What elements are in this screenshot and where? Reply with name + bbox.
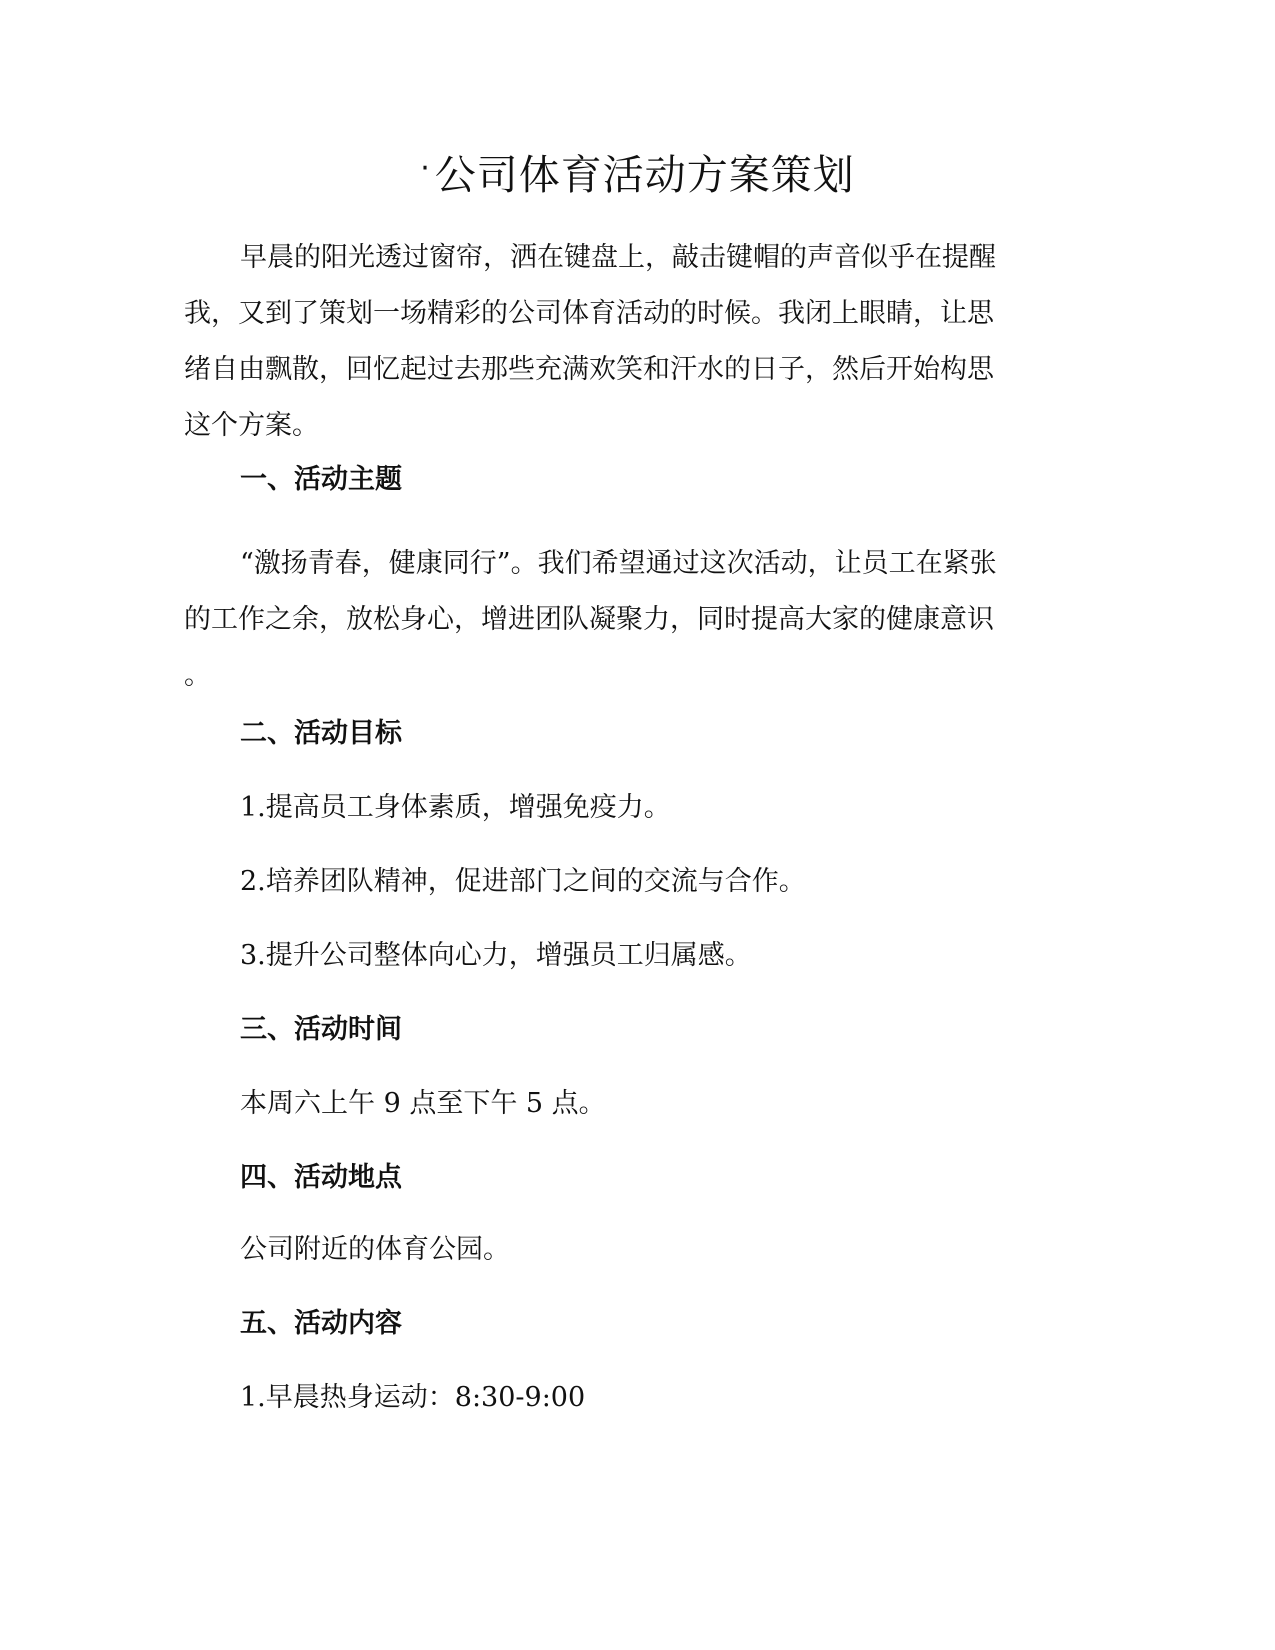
- content-item-1: 1.早晨热身运动：8:30-9:00: [240, 1382, 586, 1413]
- location-text: 公司附近的体育公园。: [240, 1234, 510, 1265]
- section-heading-content: 五、活动内容: [240, 1308, 402, 1339]
- section-heading-theme: 一、活动主题: [240, 464, 402, 495]
- goal-item-1: 1.提高员工身体素质，增强免疫力。: [240, 792, 671, 823]
- theme-line: 。: [184, 660, 211, 691]
- title-text: 公司体育活动方案策划: [434, 151, 855, 199]
- theme-line: “激扬青春，健康同行”。我们希望通过这次活动，让员工在紧张: [240, 548, 997, 579]
- section-heading-location: 四、活动地点: [240, 1162, 402, 1193]
- title-marker: ·: [420, 151, 431, 186]
- page-title: [0, 150, 1275, 200]
- section-heading-time: 三、活动时间: [240, 1014, 402, 1045]
- section-heading-goals: 二、活动目标: [240, 718, 402, 749]
- intro-line: 早晨的阳光透过窗帘，洒在键盘上，敲击键帽的声音似乎在提醒: [240, 242, 996, 273]
- intro-line: 这个方案。: [184, 410, 319, 441]
- theme-line: 的工作之余，放松身心，增进团队凝聚力，同时提高大家的健康意识: [184, 604, 994, 635]
- goal-item-3: 3.提升公司整体向心力，增强员工归属感。: [240, 940, 752, 971]
- intro-line: 绪自由飘散，回忆起过去那些充满欢笑和汗水的日子，然后开始构思: [184, 354, 994, 385]
- goal-item-2: 2.培养团队精神，促进部门之间的交流与合作。: [240, 866, 806, 897]
- intro-line: 我，又到了策划一场精彩的公司体育活动的时候。我闭上眼睛，让思: [184, 298, 994, 329]
- intro-paragraph: [184, 230, 1042, 454]
- theme-paragraph: [184, 536, 1042, 704]
- time-text: 本周六上午 9 点至下午 5 点。: [240, 1088, 606, 1119]
